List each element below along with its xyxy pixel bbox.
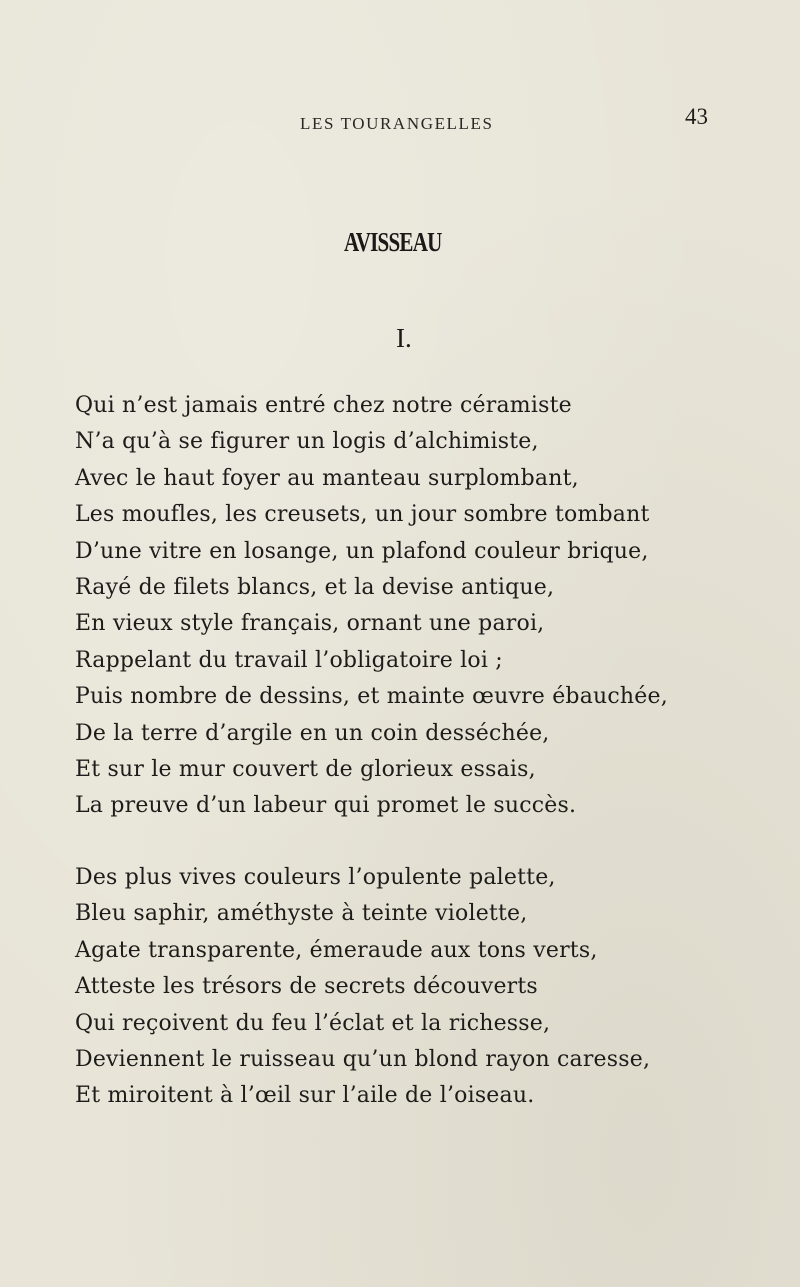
stanza-2	[75, 860, 650, 1115]
verse-line: Agate transparente, émeraude aux tons verts,	[75, 937, 598, 963]
verse-line: Et miroitent à l’œil sur l’aile de l’oiseau.	[75, 1083, 535, 1109]
verse-line: En vieux style français, ornant une paroi,	[75, 611, 545, 637]
verse-line: Rappelant du travail l’obligatoire loi ;	[75, 647, 503, 673]
verse-line: Puis nombre de dessins, et mainte œuvre ébauchée,	[75, 684, 668, 710]
verse-line: La preuve d’un labeur qui promet le succès.	[75, 793, 577, 819]
stanza-1	[75, 388, 668, 825]
verse-line: Deviennent le ruisseau qu’un blond rayon caresse,	[75, 1047, 651, 1073]
part-number: I.	[396, 323, 412, 353]
running-head: LES TOURANGELLES	[300, 114, 494, 133]
verse-line: N’a qu’à se figurer un logis d’alchimiste,	[75, 429, 539, 455]
verse-line: Bleu saphir, améthyste à teinte violette,	[75, 901, 528, 927]
verse-line: Des plus vives couleurs l’opulente palette,	[75, 865, 556, 890]
verse-line: Avec le haut foyer au manteau surplombant,	[75, 465, 579, 491]
verse-line: Et sur le mur couvert de glorieux essais,	[75, 757, 536, 783]
page-number: 43	[685, 104, 708, 129]
verse-line: De la terre d’argile en un coin desséchée,	[75, 720, 550, 746]
verse-line: Atteste les trésors de secrets découverts	[75, 974, 538, 1000]
verse-line: D’une vitre en losange, un plafond couleur brique,	[75, 538, 649, 564]
verse-line: Les moufles, les creusets, un jour sombre tombant	[75, 502, 650, 528]
verse-line: Qui reçoivent du feu l’éclat et la richesse,	[75, 1010, 551, 1036]
verse-line: Rayé de filets blancs, et la devise antique,	[75, 575, 555, 601]
verse-line: Qui n’est jamais entré chez notre céramiste	[75, 393, 572, 418]
poem-title: AVISSEAU	[344, 227, 442, 257]
